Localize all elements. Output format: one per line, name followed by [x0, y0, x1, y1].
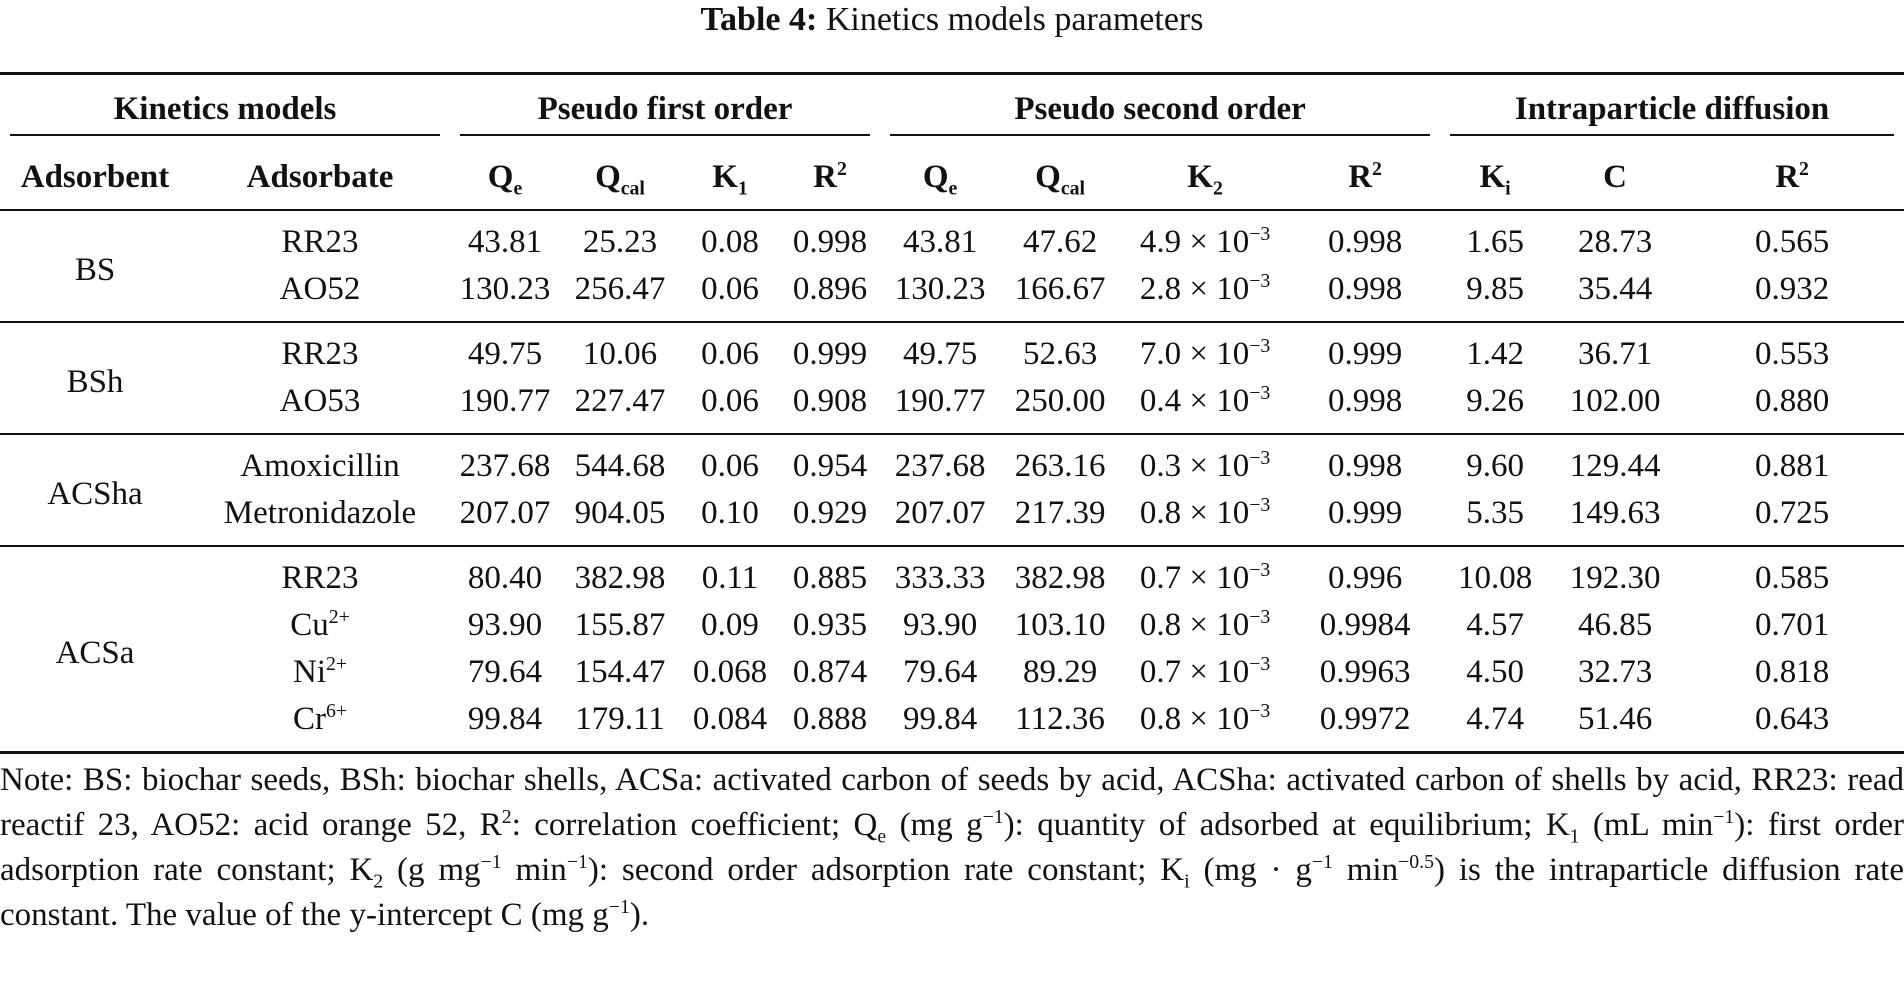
value-cell: 0.888: [780, 696, 880, 753]
value-cell: $4.9 \times 10^{-3}$: [1139, 223, 1271, 260]
value-cell: 154.47: [574, 654, 666, 690]
value-cell: 237.68: [459, 448, 551, 484]
value-cell: 192.30: [1569, 560, 1661, 596]
column-header: $Q_e$: [880, 145, 1000, 210]
value-cell: 4.50: [1466, 654, 1524, 690]
adsorbent-cell: ACSha: [0, 434, 190, 546]
value-cell: 0.999: [1327, 336, 1403, 372]
column-header: $R^2$: [1290, 145, 1440, 210]
column-header: Adsorbate: [190, 145, 450, 210]
value-cell: 0.09: [701, 607, 759, 643]
value-cell: 0.565: [1754, 224, 1830, 260]
value-cell: 99.84: [880, 696, 1000, 753]
value-cell: 0.954: [792, 448, 868, 484]
table-row: [0, 546, 1904, 602]
value-cell: 28.73: [1577, 224, 1653, 260]
value-cell: 0.725: [1680, 490, 1904, 546]
table-row: [0, 378, 1904, 434]
value-cell: 0.08: [701, 224, 759, 260]
value-cell: 80.40: [467, 560, 543, 596]
adsorbent-cell: BS: [0, 210, 190, 322]
value-cell: 25.23: [582, 224, 658, 260]
value-cell: 0.068: [692, 654, 768, 690]
value-cell: 0.874: [792, 654, 868, 690]
value-cell: 333.33: [894, 560, 986, 596]
value-cell: 35.44: [1550, 266, 1680, 322]
value-cell: $0.8 \times 10^{-3}$: [1139, 606, 1271, 643]
value-cell: 9.26: [1440, 378, 1550, 434]
value-cell: $0.3 \times 10^{-3}$: [1139, 447, 1271, 484]
value-cell: 0.06: [701, 336, 759, 372]
column-header: $K_i$: [1440, 145, 1550, 210]
kinetics-table-container: [0, 72, 1904, 754]
value-cell: 0.881: [1754, 448, 1830, 484]
table-row: [0, 322, 1904, 378]
table-note: Note: BS: biochar seeds, BSh: biochar shells, ACSa: activated carbon of seeds by acid, ACSha: activated carbon of shells by acid, RR23: read reactif 23, AO52: acid orange 52, $R^2$: correlation coefficient; $Q_e$ (mg $g^{-1}$): quantity of adsorbed at equilibrium; $K_1$ (mL $\min^{-1}$): first order adsorption rate constant; $K_2$ (g $mg^{-1}$ $\min^{-1}$): second order adsorption rate constant; $K_i$ ($mg \cdot g^{-1}$ $\min^{-0.5}$) is the intraparticle diffusion rate constant. The value of the y-intercept C (mg $g^{-1}$).: [0, 762, 1904, 933]
value-cell: 166.67: [1000, 266, 1120, 322]
table-row: [0, 602, 1904, 649]
value-cell: 190.77: [450, 378, 560, 434]
header-column-row: [0, 145, 1904, 210]
group-header-intraparticle-diffusion: Intraparticle diffusion: [1440, 74, 1904, 146]
adsorbate-cell: RR23: [281, 224, 359, 260]
value-cell: 32.73: [1577, 654, 1653, 690]
value-cell: 0.06: [680, 378, 780, 434]
table-label: Table 4:: [700, 1, 818, 38]
value-cell: 0.818: [1754, 654, 1830, 690]
adsorbent-cell: BSh: [0, 322, 190, 434]
value-cell: 155.87: [574, 607, 666, 643]
value-cell: 237.68: [894, 448, 986, 484]
value-cell: 149.63: [1550, 490, 1680, 546]
value-cell: 0.929: [780, 490, 880, 546]
column-header: $Q_e$: [450, 145, 560, 210]
value-cell: 0.998: [792, 224, 868, 260]
value-cell: 93.90: [467, 607, 543, 643]
table-title: Kinetics models parameters: [825, 1, 1204, 38]
adsorbent-group: [0, 434, 1904, 546]
kinetics-table: [0, 72, 1904, 754]
value-cell: 0.998: [1290, 266, 1440, 322]
adsorbent-group: [0, 546, 1904, 753]
value-cell: $0.8 \times 10^{-3}$: [1120, 490, 1290, 546]
value-cell: 36.71: [1577, 336, 1653, 372]
column-header: $R^2$: [1680, 145, 1904, 210]
value-cell: 130.23: [880, 266, 1000, 322]
group-header-kinetics-models: Kinetics models: [0, 74, 450, 146]
column-header: $Q_{cal}$: [560, 145, 680, 210]
column-header: Adsorbent: [0, 145, 190, 210]
column-header: $K_1$: [680, 145, 780, 210]
value-cell: 79.64: [902, 654, 978, 690]
value-cell: 0.084: [680, 696, 780, 753]
value-cell: 217.39: [1000, 490, 1120, 546]
adsorbate-cell: Amoxicillin: [240, 448, 400, 484]
value-cell: 0.880: [1680, 378, 1904, 434]
value-cell: 904.05: [560, 490, 680, 546]
adsorbate-cell: $Cu^{2+}$: [290, 606, 350, 643]
adsorbate-cell: Metronidazole: [190, 490, 450, 546]
table-row: [0, 434, 1904, 490]
value-cell: 5.35: [1440, 490, 1550, 546]
value-cell: 1.42: [1466, 336, 1524, 372]
table-row: [0, 649, 1904, 696]
table-caption: [0, 0, 1904, 40]
value-cell: 1.65: [1466, 224, 1524, 260]
value-cell: $0.4 \times 10^{-3}$: [1120, 378, 1290, 434]
adsorbate-cell: $Cr^{6+}$: [190, 696, 450, 753]
value-cell: 0.998: [1327, 448, 1403, 484]
value-cell: 0.9963: [1319, 654, 1411, 690]
value-cell: 0.998: [1290, 378, 1440, 434]
table-row: [0, 490, 1904, 546]
value-cell: 544.68: [574, 448, 666, 484]
column-header: $R^2$: [780, 145, 880, 210]
value-cell: 129.44: [1569, 448, 1661, 484]
value-cell: 112.36: [1000, 696, 1120, 753]
value-cell: 227.47: [560, 378, 680, 434]
value-cell: 103.10: [1014, 607, 1106, 643]
value-cell: 89.29: [1022, 654, 1098, 690]
value-cell: 4.57: [1466, 607, 1524, 643]
value-cell: 0.896: [780, 266, 880, 322]
value-cell: 0.999: [1290, 490, 1440, 546]
value-cell: 0.701: [1754, 607, 1830, 643]
value-cell: 263.16: [1014, 448, 1106, 484]
value-cell: 4.74: [1440, 696, 1550, 753]
value-cell: 207.07: [450, 490, 560, 546]
value-cell: $0.7 \times 10^{-3}$: [1139, 559, 1271, 596]
adsorbate-cell: RR23: [281, 336, 359, 372]
column-header: C: [1550, 145, 1680, 210]
value-cell: 250.00: [1000, 378, 1120, 434]
value-cell: 130.23: [450, 266, 560, 322]
value-cell: 382.98: [574, 560, 666, 596]
value-cell: 0.932: [1680, 266, 1904, 322]
value-cell: 190.77: [880, 378, 1000, 434]
value-cell: 0.908: [780, 378, 880, 434]
adsorbate-cell: AO52: [190, 266, 450, 322]
value-cell: 52.63: [1022, 336, 1098, 372]
value-cell: 49.75: [902, 336, 978, 372]
value-cell: 0.06: [680, 266, 780, 322]
group-header-pseudo-first-order: Pseudo first order: [450, 74, 880, 146]
header-group-row: [0, 74, 1904, 146]
value-cell: 0.996: [1327, 560, 1403, 596]
value-cell: 179.11: [560, 696, 680, 753]
adsorbate-cell: $Ni^{2+}$: [292, 653, 348, 690]
value-cell: 0.935: [792, 607, 868, 643]
value-cell: 0.999: [792, 336, 868, 372]
table-header: [0, 74, 1904, 211]
adsorbate-cell: RR23: [281, 560, 359, 596]
value-cell: 10.08: [1457, 560, 1533, 596]
adsorbent-group: [0, 210, 1904, 322]
value-cell: 0.11: [701, 560, 759, 596]
group-header-pseudo-second-order: Pseudo second order: [880, 74, 1440, 146]
value-cell: 207.07: [880, 490, 1000, 546]
column-header: $K_2$: [1120, 145, 1290, 210]
column-header: $Q_{cal}$: [1000, 145, 1120, 210]
value-cell: 47.62: [1022, 224, 1098, 260]
value-cell: $2.8 \times 10^{-3}$: [1120, 266, 1290, 322]
value-cell: 43.81: [467, 224, 543, 260]
value-cell: $0.8 \times 10^{-3}$: [1120, 696, 1290, 753]
value-cell: 9.85: [1440, 266, 1550, 322]
adsorbate-cell: AO53: [190, 378, 450, 434]
value-cell: 93.90: [902, 607, 978, 643]
value-cell: 0.553: [1754, 336, 1830, 372]
value-cell: 0.06: [701, 448, 759, 484]
value-cell: 9.60: [1466, 448, 1524, 484]
value-cell: 0.10: [680, 490, 780, 546]
adsorbent-cell: ACSa: [0, 546, 190, 753]
value-cell: $7.0 \times 10^{-3}$: [1139, 335, 1271, 372]
value-cell: 0.585: [1754, 560, 1830, 596]
value-cell: 51.46: [1550, 696, 1680, 753]
value-cell: 0.9984: [1319, 607, 1411, 643]
value-cell: 46.85: [1577, 607, 1653, 643]
value-cell: 256.47: [560, 266, 680, 322]
table-row: [0, 210, 1904, 266]
table-row: [0, 696, 1904, 753]
value-cell: 99.84: [450, 696, 560, 753]
value-cell: 382.98: [1014, 560, 1106, 596]
value-cell: 49.75: [467, 336, 543, 372]
value-cell: 79.64: [467, 654, 543, 690]
adsorbent-group: [0, 322, 1904, 434]
value-cell: 43.81: [902, 224, 978, 260]
value-cell: $0.7 \times 10^{-3}$: [1139, 653, 1271, 690]
value-cell: 0.643: [1680, 696, 1904, 753]
value-cell: 0.998: [1327, 224, 1403, 260]
value-cell: 0.9972: [1290, 696, 1440, 753]
table-row: [0, 266, 1904, 322]
value-cell: 0.885: [792, 560, 868, 596]
value-cell: 10.06: [582, 336, 658, 372]
value-cell: 102.00: [1550, 378, 1680, 434]
